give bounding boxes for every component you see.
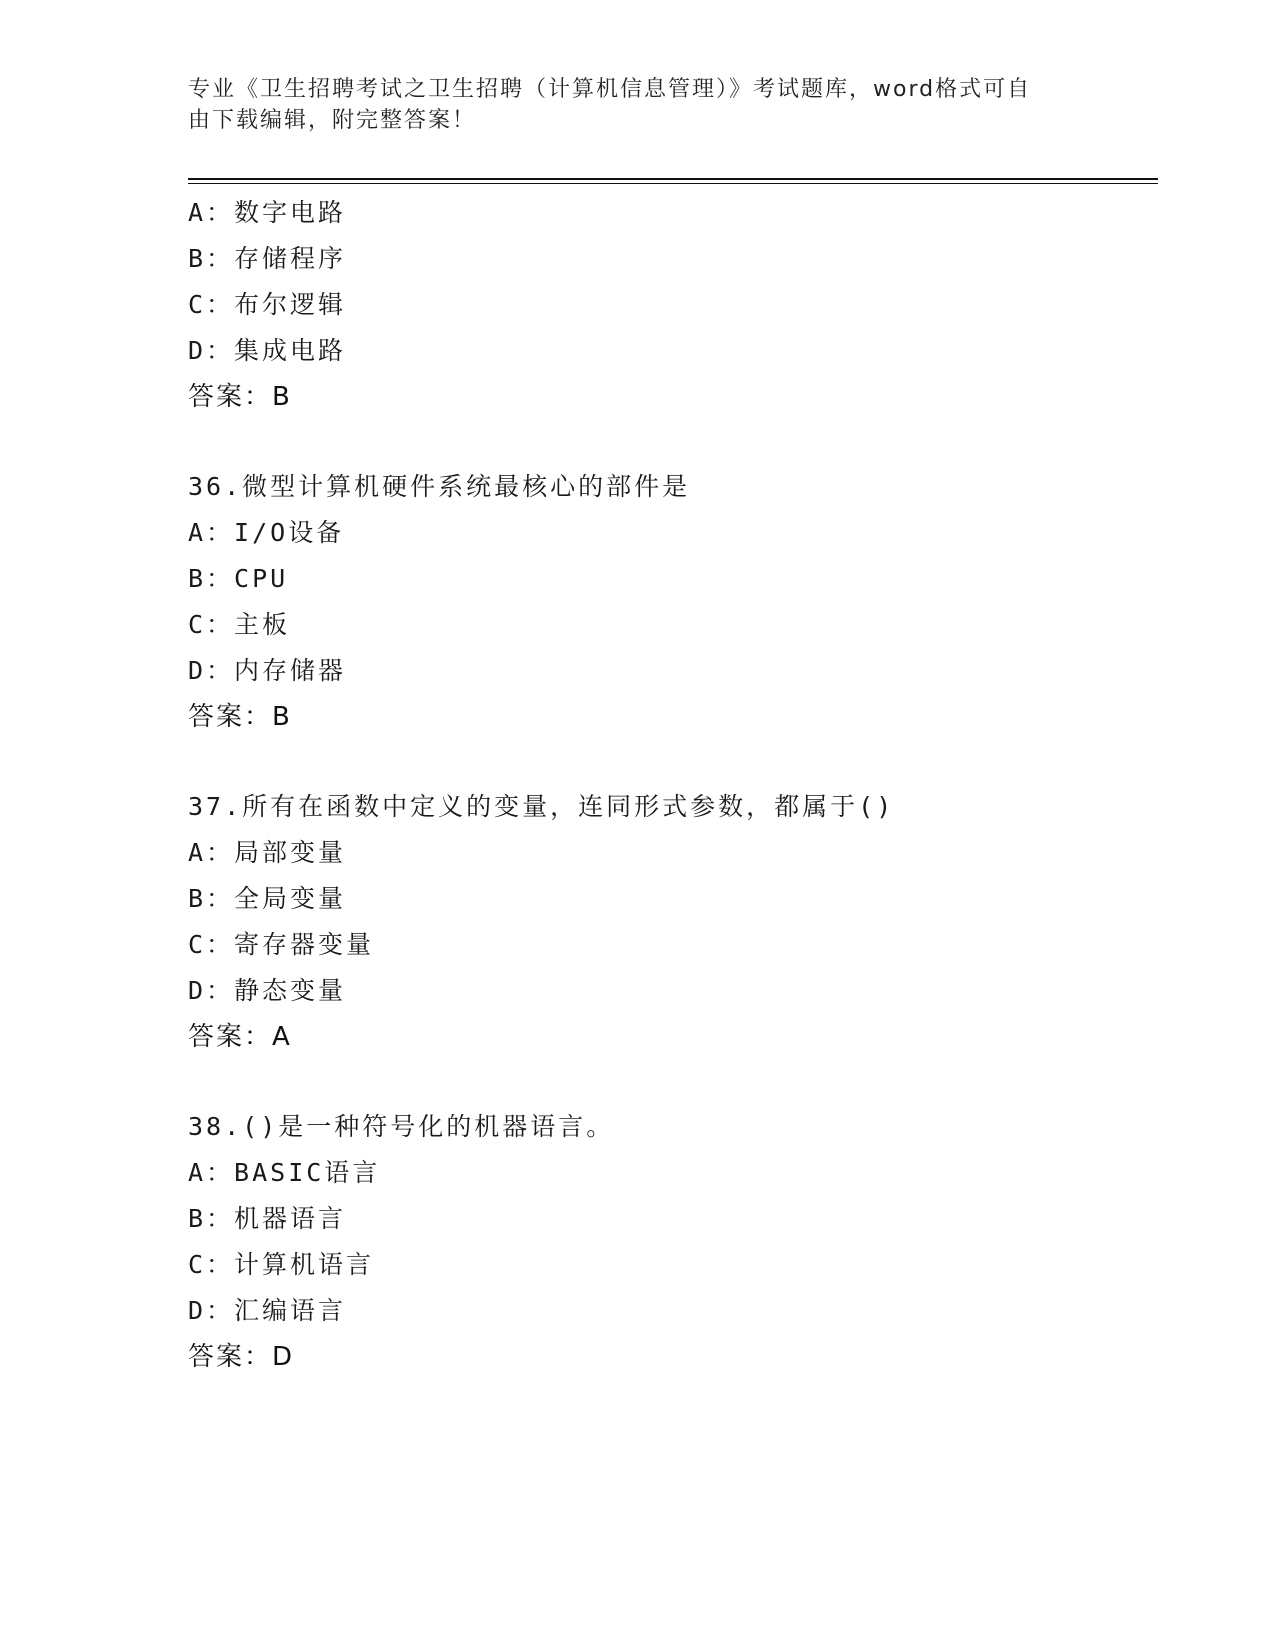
document-header xyxy=(188,74,1088,136)
option-d: D：集成电路 xyxy=(188,336,347,365)
option-b: B：存储程序 xyxy=(188,244,347,273)
answer-line: 答案：B xyxy=(188,382,292,412)
question-stem: 37.所有在函数中定义的变量，连同形式参数，都属于() xyxy=(188,792,895,821)
option-b: B：CPU xyxy=(188,564,289,593)
option-c: C：寄存器变量 xyxy=(188,930,375,959)
question-block xyxy=(188,1104,1158,1380)
option-a: A：局部变量 xyxy=(188,838,347,867)
option-b: B：机器语言 xyxy=(188,1204,347,1233)
question-stem: 38.()是一种符号化的机器语言。 xyxy=(188,1112,615,1141)
header-line-2: 由下载编辑，附完整答案！ xyxy=(188,108,477,133)
option-c: C：主板 xyxy=(188,610,291,639)
question-block xyxy=(188,784,1158,1060)
option-d: D：汇编语言 xyxy=(188,1296,347,1325)
spacer xyxy=(188,420,1158,464)
spacer xyxy=(188,740,1158,784)
option-d: D：内存储器 xyxy=(188,656,347,685)
option-a: A：I/O设备 xyxy=(188,518,345,547)
answer-line: 答案：D xyxy=(188,1342,295,1372)
option-d: D：静态变量 xyxy=(188,976,347,1005)
question-block xyxy=(188,464,1158,740)
question-list xyxy=(188,190,1158,1380)
question-stem: 36.微型计算机硬件系统最核心的部件是 xyxy=(188,472,691,501)
header-line-1: 专业《卫生招聘考试之卫生招聘（计算机信息管理）》考试题库，word格式可自 xyxy=(188,77,1032,102)
option-c: C：布尔逻辑 xyxy=(188,290,347,319)
answer-line: 答案：B xyxy=(188,702,292,732)
option-a: A：BASIC语言 xyxy=(188,1158,381,1187)
header-divider-thick xyxy=(188,178,1158,180)
option-c: C：计算机语言 xyxy=(188,1250,375,1279)
option-b: B：全局变量 xyxy=(188,884,347,913)
question-block xyxy=(188,190,1158,420)
header-divider-thin xyxy=(188,183,1158,184)
option-a: A：数字电路 xyxy=(188,198,347,227)
answer-line: 答案：A xyxy=(188,1022,292,1052)
spacer xyxy=(188,1060,1158,1104)
